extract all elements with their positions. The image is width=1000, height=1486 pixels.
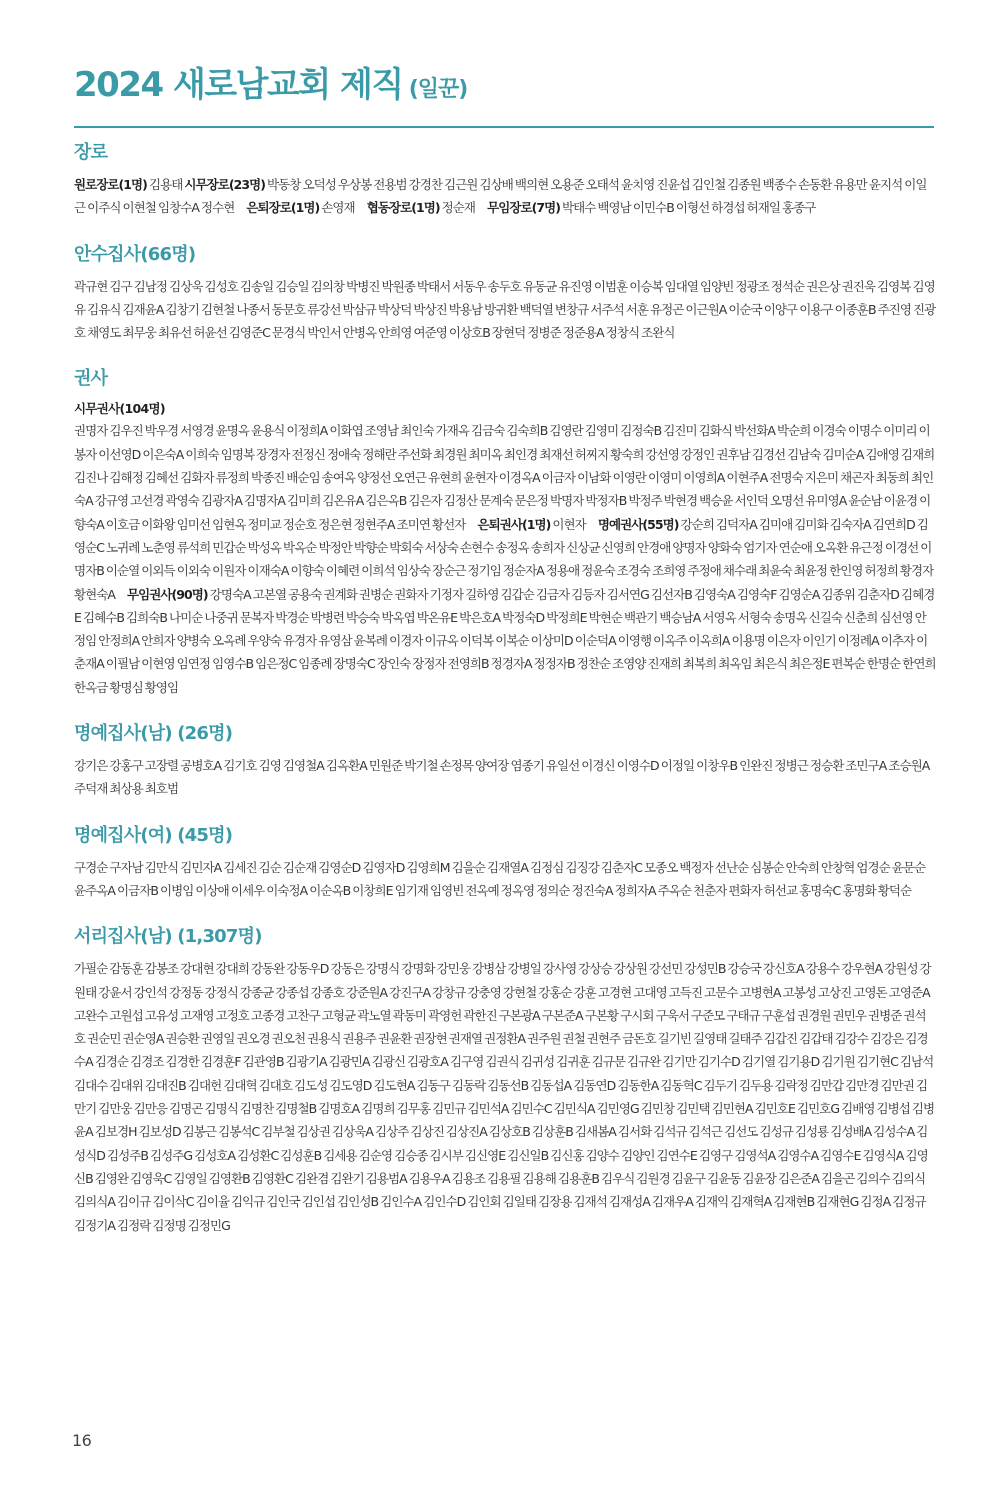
group-names: 강순희 김덕자A 김미애 김미화 김숙자A 김연희D 김영순C 노귀례 노춘영 류석희 민갑순 박성옥 박옥순 박정안 박향순 박회숙 서상숙 손현수 송정옥 송희자 신상균 신영희 안경애 양명자 양화숙 엄기자 연순애 오옥환 유근정 이경선 이명자B 이순열 이외득 이외숙 이원자 이재숙A 이향숙 이혜련 이희석 임상숙 장순근 정기임 정순자A 정용애 정윤숙 조경숙 조희영 주정애 채수래 최윤숙 최윤정 한인영 허정희 황경자 황현숙A bbox=[74, 516, 934, 602]
page-title bbox=[74, 62, 934, 113]
group-names: 박동창 오덕성 우상봉 전용범 강경찬 김근원 김상배 백의현 오용준 오태석 윤치영 진윤섭 김인철 김종원 백종수 손동환 유용만 윤지석 이일근 이주식 이현철 임창수A 정수현 bbox=[74, 177, 927, 216]
title-divider bbox=[74, 126, 934, 128]
group-names: 김용태 bbox=[148, 177, 183, 192]
group-label: 원로장로(1명) bbox=[74, 177, 147, 192]
section-body: 곽규현 김구 김남정 김상욱 김성호 김송일 김승일 김의창 박병진 박원종 박태서 서동우 송두호 유동균 유진영 이범훈 이승복 임대열 임양빈 정광조 정석순 권은상 권진욱 김영복 김영유 김유식 김재윤A 김창기 김현철 나종서 동문호 류강선 박삼규 박상덕 박상진 박용남 방귀환 백덕열 변창규 서주석 서훈 유정곤 이근원A 이순국 이양구 이용구 이종훈B 주진영 진광호 채영도 최무웅 최유선 허윤선 김영준C 문경식 박인서 안병옥 안희영 여준영 이상호B 장현덕 정병준 정준용A 정창식 조완식 bbox=[74, 278, 936, 341]
group-label: 은퇴권사(1명) bbox=[477, 516, 551, 532]
group-names: 이현자 bbox=[552, 516, 586, 532]
section-honorary-deacons-male bbox=[74, 721, 936, 801]
content bbox=[74, 140, 936, 1259]
group-names: 강명숙A 고본열 공용숙 권계화 권병순 권화자 기정자 길하영 김갑순 김금자 김등자 김서연G 김선자B 김영숙A 김영숙F 김영순A 김종위 김춘자D 김혜경E 김혜수B 김희숙B 나미순 나중귀 문복자 박경순 박병련 박승숙 박옥엽 박온유E 박은호A 박정숙D 박정희E 박현순 백관기 백승남A 서영옥 서형숙 송명옥 신길숙 신춘희 심선영 안정임 안정희A 안희자 양병숙 오옥례 우양숙 유경자 유영삼 윤복례 이경자 이규옥 이덕복 이복순 이상미D 이순덕A 이영행 이옥주 이옥희A 이용명 이은자 이인기 이정례A 이추자 이춘재A 이필남 이현영 임연정 임영수B 임은정C 임종례 장명숙C 장인숙 장정자 전영희B 정경자A 정정자B 정찬순 조영양 진재희 최복희 최옥임 최은식 최은정E 편복순 한명순 한연희 한옥금 황명심 황영임 bbox=[74, 586, 936, 695]
group-names: 정순재 bbox=[441, 200, 476, 216]
section-body: 가필순 감동훈 감봉조 강대현 강대희 강동완 강동우D 강동은 강명식 강명화 강민웅 강병삼 강병일 강사영 강상승 강상원 강선민 강성민B 강승국 강신호A 강용수 강우현A 강원성 강원태 강윤서 강인석 강정동 강정식 강종균 강종섭 강종호 강준원A 강진구A 강창규 강충영 강현철 강홍순 강훈 고경현 고대영 고득진 고문수 고병현A 고봉성 고상진 고영돈 고영준A 고완수 고원섭 고유성 고재영 고정호 고종경 고찬구 고형균 곽노열 곽동미 곽영헌 곽한진 구본광A 구본준A 구본황 구시회 구욱서 구준모 구태규 구훈섭 권경원 권민우 권병준 권석호 권순민 권순영A 권승환 권영일 권오경 권오천 권용식 권용주 권윤환 권장현 권재열 권정환A 권주원 권철 권현주 금돈호 길기빈 길영태 길태주 김갑진 김갑태 김강수 김강은 김경수A 김경순 김경조 김경한 김경훈F 김관영B 김광기A 김광민A 김광신 김광호A 김구영 김권식 김귀성 김귀훈 김규문 김규완 김기만 김기수D 김기열 김기용D 김기원 김기현C 김남석 김대수 김대위 김대진B 김대헌 김대혁 김대호 김도성 김도영D 김도현A 김동구 김동락 김동선B 김동섭A 김동연D 김동한A 김동혁C 김두기 김두용 김락정 김만갑 김만경 김만권 김만기 김만웅 김만응 김명곤 김명식 김명찬 김명철B 김명호A 김명희 김무홍 김민규 김민석A 김민수C 김민식A 김민영G 김민창 김민택 김민현A 김민호E 김민호G 김배영 김병섭 김병윤A 김보경H 김보성D 김봉근 김봉석C 김부철 김상권 김상욱A 김상주 김상진 김상진A 김상호B 김상훈B 김새봄A 김서화 김석규 김석근 김선도 김성규 김성룡 김성배A 김성수A 김성식D 김성주B 김성주G 김성호A 김성환C 김성훈B 김세용 김순영 김승종 김시부 김신영E 김신일B 김신홍 김양수 김양인 김연수E 김영구 김영석A 김영수A 김영수E 김영식A 김영신B 김영완 김영욱C 김영일 김영환B 김영환C 김완겸 김완기 김용범A 김용우A 김용조 김용필 김용해 김용훈B 김우식 김원경 김윤구 김윤동 김윤장 김은준A 김을곤 김의수 김의식 김의식A 김이규 김이삭C 김이율 김익규 김인국 김인섭 김인성B 김인수A 김인수D 김인회 김일태 김장용 김재석 김재성A 김재우A 김재익 김재혁A 김재현B 김재현G 김정A 김정규 김정기A 김정락 김정명 김정민G bbox=[74, 961, 935, 1233]
section-heading: 서리집사(남) (1,307명) bbox=[74, 926, 262, 948]
section-body bbox=[74, 419, 936, 699]
group-label: 무임권사(90명) bbox=[127, 586, 208, 602]
section-heading: 명예집사(여) (45명) bbox=[74, 824, 233, 846]
group-label: 은퇴장로(1명) bbox=[246, 200, 320, 216]
group-names: 박태수 백영남 이민수B 이형선 하경섭 허재일 홍종구 bbox=[562, 200, 816, 216]
group-names: 손영재 bbox=[321, 200, 355, 216]
title-subtitle: (일꾼) bbox=[408, 77, 468, 102]
group-label: 무임장로(7명) bbox=[487, 200, 560, 216]
section-body bbox=[74, 173, 936, 220]
title-text bbox=[74, 62, 934, 113]
title-main: 2024 새로남교회 제직 bbox=[74, 65, 403, 105]
section-kwonsa bbox=[74, 366, 936, 699]
section-acting-deacons-male bbox=[74, 924, 936, 1237]
section-heading: 장로 bbox=[74, 142, 108, 163]
section-honorary-deacons-female bbox=[74, 823, 936, 903]
group-names: 권명자 김우진 박우경 서영경 윤명옥 윤용식 이정희A 이화엽 조영남 최인숙 가재옥 김금숙 김숙희B 김영란 김영미 김정숙B 김진미 김화식 박선화A 박순희 이경숙 이명수 이미리 이봉자 이선영D 이은숙A 이희숙 임명복 장경자 전정신 정애숙 정해란 주선화 최경원 최미옥 최인경 최재선 허찌지 황숙희 강선영 강정인 권후남 김경선 김남숙 김미순A 김애영 김재희 김진나 김해정 김혜선 김화자 류정희 박종진 배순임 송여옥 양정선 오연근 유현희 윤현자 이경옥A 이금자 이남화 이영란 이영미 이영희A 이현주A 전명숙 지은미 채곤자 최동희 최인숙A 강규영 고선경 곽영숙 김광자A 김명자A 김미희 김온유A 김은옥B 김은자 김정산 문계숙 문은정 박명자 박정자B 박정주 박현경 백승윤 서인덕 오명선 유미영A 윤순남 이윤경 이향숙A 이호금 이화왕 임미선 임현옥 정미교 정순호 정은현 정현주A 조미연 황선자 bbox=[74, 423, 935, 532]
page-number: 16 bbox=[72, 1431, 92, 1450]
section-elders bbox=[74, 140, 936, 220]
group-label: 명예권사(55명) bbox=[597, 516, 679, 532]
section-heading: 권사 bbox=[74, 368, 108, 390]
section-body: 구경순 구자남 김만식 김민자A 김세진 김순 김순재 김영순D 김영자D 김영희M 김을순 김재열A 김정심 김징강 김춘자C 모종오 백정자 선난순 심봉순 안숙희 안창혁 엄경순 윤문순 윤주옥A 이금자B 이병임 이상애 이세우 이숙정A 이순옥B 이창희E 임기재 임영빈 전옥예 정옥영 정의순 정진숙A 정희자A 주옥순 천춘자 편화자 허선교 홍명숙C 홍명화 황덕순 bbox=[74, 859, 926, 898]
section-heading: 명예집사(남) (26명) bbox=[74, 723, 233, 745]
section-heading: 안수집사(66명) bbox=[74, 243, 196, 265]
section-subheading: 시무권사(104명) bbox=[74, 401, 165, 417]
group-label: 협동장로(1명) bbox=[366, 200, 440, 216]
section-ordained-deacons bbox=[74, 242, 936, 345]
section-body: 강기은 강홍구 고장렬 공병호A 김기호 김영 김영철A 김옥환A 민원준 박기철 손정목 양여장 염종기 유일선 이경신 이영수D 이정일 이창우B 인완진 정병근 정승환 조민구A 조승원A 주덕재 최상용 최호범 bbox=[74, 758, 930, 797]
group-label: 시무장로(23명) bbox=[184, 177, 266, 192]
